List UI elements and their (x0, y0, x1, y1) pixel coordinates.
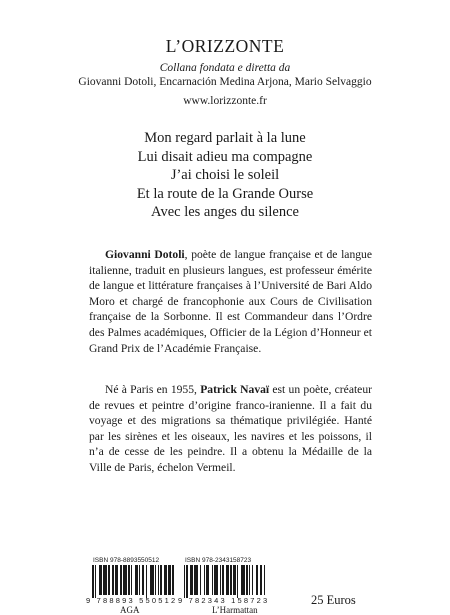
author-name: Patrick Navaï (200, 383, 270, 396)
series-header (0, 36, 450, 108)
series-subtitle: Collana fondata e diretta da (159, 62, 291, 74)
poem-line: Avec les anges du silence (151, 204, 299, 220)
series-title: L’ORIZZONTE (165, 36, 285, 56)
author-bio-text: , poète de langue française et de langue italienne, traduit en plusieurs langues, est professeur émérite de langue et littérature françaises à l’Université de Bari Aldo Moro et chargé de francophonie aux Cours de Civilisation française de la Sorbonne. Il est Commandeur dans l’Ordre des Palmes académiques, Officier de la Légion d’Honneur et Grand Prix de l’Académie Française. (89, 248, 372, 355)
poem-line: Mon regard parlait à la lune (144, 130, 306, 146)
author-name: Giovanni Dotoli (105, 248, 185, 261)
series-directors: Giovanni Dotoli, Encarnación Medina Arjona, Mario Selvaggio (78, 76, 372, 88)
barcode-digits: 9 788893 550512 (86, 596, 178, 605)
author-bio-text: est un poète, créateur de revues et peintre d’origine franco-iranienne. Il a fait du voyage et des migrations sa thématique privilégiée. Hanté par les sirènes et les oiseaux, les navires et les poissons, il n’a de cesse de les peindre. Il a obtenu la Médaille de la Ville de Paris, échelon Vermeil. (89, 383, 372, 474)
poem-line: Et la route de la Grande Ourse (136, 185, 314, 202)
price: 25 Euros (311, 593, 356, 607)
author-bio-prefix: Né à Paris en 1955, (105, 383, 201, 396)
barcode-digits: 9 782343 158723 (178, 596, 270, 605)
publisher-aga: AGA (120, 605, 140, 615)
poem-line: Lui disait adieu ma compagne (137, 148, 313, 165)
isbn-label: ISBN 978-2343158723 (185, 557, 252, 564)
poem-excerpt (0, 129, 450, 222)
barcode-harmattan (178, 557, 296, 605)
author-bio-dotoli (89, 247, 372, 356)
series-website: www.lorizzonte.fr (183, 95, 267, 107)
barcode-icon (92, 565, 174, 598)
isbn-label: ISBN 978-8893550512 (93, 557, 160, 564)
publisher-harmattan: L’Harmattan (212, 605, 258, 615)
author-bio-navai (89, 382, 372, 476)
poem-line: J’ai choisi le soleil (170, 167, 280, 183)
barcode-icon (184, 565, 266, 598)
